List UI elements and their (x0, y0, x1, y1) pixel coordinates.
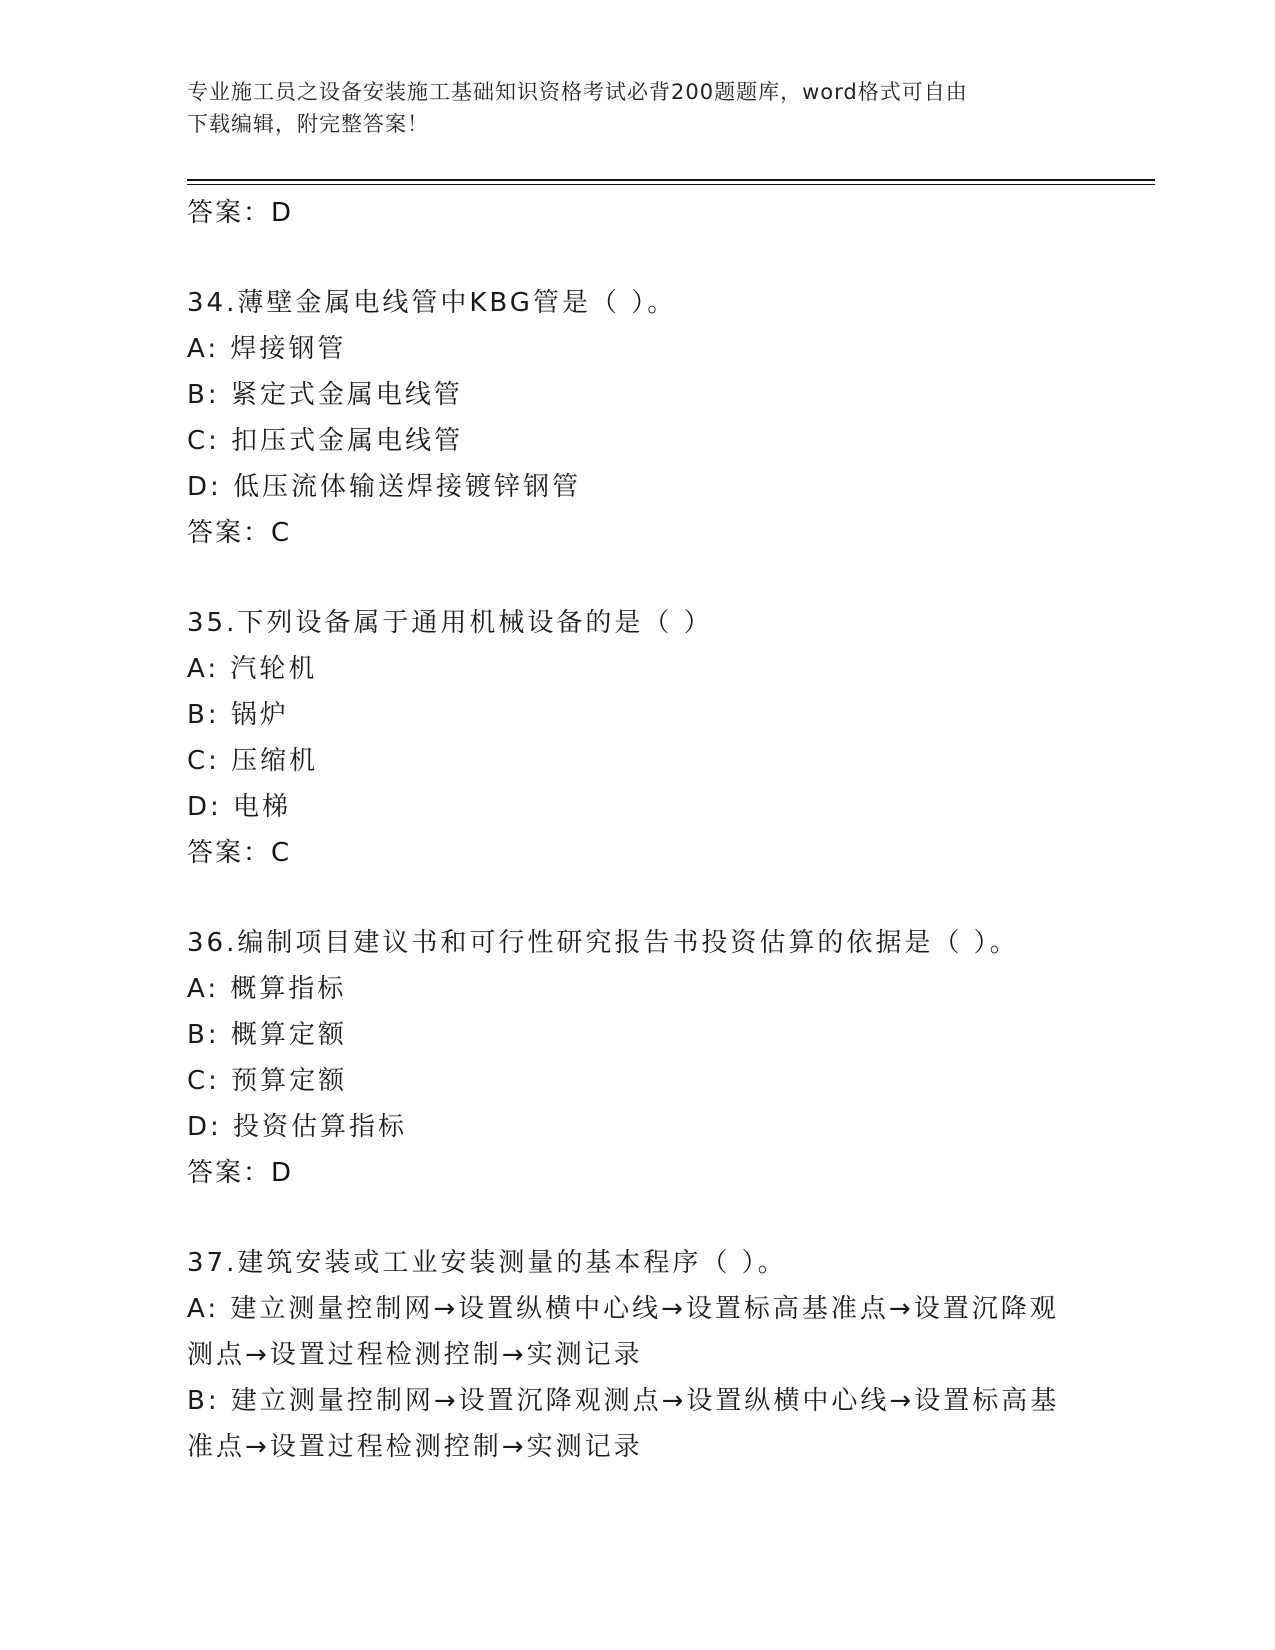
option-b: B: 建立测量控制网→设置沉降观测点→设置纵横中心线→设置标高基准点→设置过程检测控制→实测记录 (187, 1386, 1060, 1462)
question-37 (187, 1240, 1087, 1470)
option-a: A: 汽轮机 (187, 654, 318, 684)
spacer (187, 236, 1087, 280)
question-stem: 36.编制项目建议书和可行性研究报告书投资估算的依据是（ ）。 (187, 928, 1019, 958)
header-rule-thick (187, 179, 1155, 181)
question-stem: 37.建筑安装或工业安装测量的基本程序（ ）。 (187, 1248, 787, 1278)
option-c: C: 压缩机 (187, 746, 319, 776)
option-b: B: 概算定额 (187, 1020, 347, 1050)
option-c: C: 扣压式金属电线管 (187, 426, 464, 456)
option-c: C: 预算定额 (187, 1066, 348, 1096)
spacer (187, 876, 1087, 920)
question-35 (187, 600, 1087, 876)
option-a: A: 建立测量控制网→设置纵横中心线→设置标高基准点→设置沉降观测点→设置过程检测控制→实测记录 (187, 1294, 1059, 1370)
option-d: D: 低压流体输送焊接镀锌钢管 (187, 472, 582, 502)
option-d: D: 电梯 (187, 792, 292, 822)
question-stem: 34.薄壁金属电线管中KBG管是（ ）。 (187, 288, 677, 318)
option-b: B: 紧定式金属电线管 (187, 380, 463, 410)
option-a: A: 概算指标 (187, 974, 347, 1004)
option-a: A: 焊接钢管 (187, 334, 347, 364)
option-b: B: 锅炉 (187, 700, 289, 730)
spacer (187, 556, 1087, 600)
question-36 (187, 920, 1087, 1196)
header-line-1: 专业施工员之设备安装施工基础知识资格考试必背200题题库，word格式可自由 (187, 80, 968, 104)
question-answer: 答案：D (187, 1158, 294, 1188)
previous-answer: 答案：D (187, 198, 294, 228)
question-stem: 35.下列设备属于通用机械设备的是（ ） (187, 608, 713, 638)
header-line-2: 下载编辑，附完整答案！ (187, 112, 429, 136)
question-answer: 答案：C (187, 838, 292, 868)
header-rule-thin (187, 184, 1155, 185)
questions-content (187, 190, 1087, 1470)
spacer (187, 1196, 1087, 1240)
option-d: D: 投资估算指标 (187, 1112, 408, 1142)
document-header (187, 76, 1087, 140)
question-34 (187, 280, 1087, 556)
question-answer: 答案：C (187, 518, 292, 548)
